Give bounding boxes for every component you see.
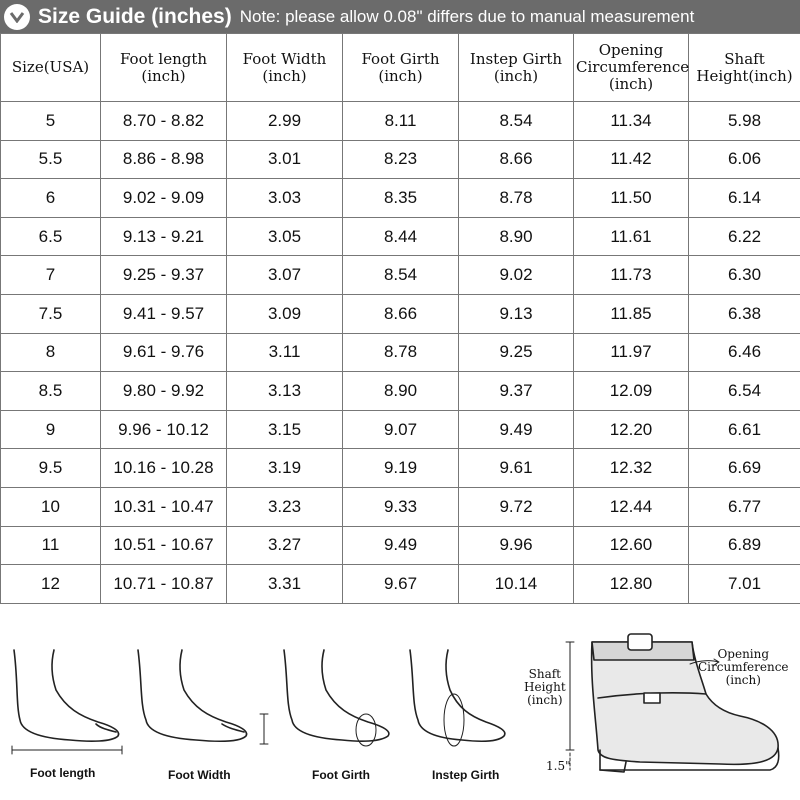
table-cell: 8.90 xyxy=(343,372,459,411)
table-cell: 11.97 xyxy=(574,333,689,372)
table-cell: 8.5 xyxy=(1,372,101,411)
table-cell: 6.61 xyxy=(689,410,800,449)
table-cell: 3.09 xyxy=(227,294,343,333)
measurement-illustrations xyxy=(0,620,800,800)
table-cell: 6.38 xyxy=(689,294,800,333)
table-row xyxy=(1,333,800,372)
table-cell: 12.60 xyxy=(574,526,689,565)
table-cell: 9.33 xyxy=(343,487,459,526)
table-cell: 3.19 xyxy=(227,449,343,488)
table-row xyxy=(1,256,800,295)
table-row xyxy=(1,102,800,141)
table-cell: 8.70 - 8.82 xyxy=(101,102,227,141)
table-cell: 9.96 xyxy=(459,526,574,565)
table-cell: 6.5 xyxy=(1,217,101,256)
table-row xyxy=(1,140,800,179)
caption-foot-length: Foot length xyxy=(30,766,96,780)
table-cell: 10.71 - 10.87 xyxy=(101,565,227,604)
table-cell: 12.44 xyxy=(574,487,689,526)
table-cell: 5.98 xyxy=(689,102,800,141)
table-row xyxy=(1,487,800,526)
table-cell: 9.13 - 9.21 xyxy=(101,217,227,256)
table-cell: 11.42 xyxy=(574,140,689,179)
table-cell: 9.25 - 9.37 xyxy=(101,256,227,295)
foot-length-icon xyxy=(12,650,122,754)
table-cell: 6 xyxy=(1,179,101,218)
chevron-down-circle-icon xyxy=(4,4,30,30)
table-cell: 12.20 xyxy=(574,410,689,449)
table-cell: 9.02 xyxy=(459,256,574,295)
shaft-height-label: Shaft Height (inch) xyxy=(524,667,566,707)
table-cell: 9.80 - 9.92 xyxy=(101,372,227,411)
heel-height-label: 1.5" xyxy=(546,759,571,773)
table-cell: 3.01 xyxy=(227,140,343,179)
table-row xyxy=(1,410,800,449)
table-cell: 9.72 xyxy=(459,487,574,526)
table-cell: 8.66 xyxy=(343,294,459,333)
header-note: Note: please allow 0.08" differs due to manual measurement xyxy=(239,6,695,26)
caption-foot-girth: Foot Girth xyxy=(312,768,370,782)
header-title: Size Guide (inches) xyxy=(38,4,232,28)
instep-girth-icon xyxy=(410,650,505,746)
table-cell: 6.54 xyxy=(689,372,800,411)
table-cell: 12.80 xyxy=(574,565,689,604)
table-row xyxy=(1,372,800,411)
table-cell: 3.31 xyxy=(227,565,343,604)
table-cell: 8.44 xyxy=(343,217,459,256)
illustration-drawings xyxy=(0,620,800,800)
table-cell: 12.09 xyxy=(574,372,689,411)
table-cell: 8 xyxy=(1,333,101,372)
table-row xyxy=(1,294,800,333)
table-cell: 7 xyxy=(1,256,101,295)
table-cell: 9.49 xyxy=(459,410,574,449)
table-cell: 8.54 xyxy=(459,102,574,141)
table-cell: 3.23 xyxy=(227,487,343,526)
table-cell: 9.07 xyxy=(343,410,459,449)
table-cell: 9.37 xyxy=(459,372,574,411)
table-cell: 7.01 xyxy=(689,565,800,604)
table-cell: 10.51 - 10.67 xyxy=(101,526,227,565)
table-cell: 12 xyxy=(1,565,101,604)
size-table xyxy=(0,33,800,604)
table-cell: 6.89 xyxy=(689,526,800,565)
table-cell: 9.19 xyxy=(343,449,459,488)
table-cell: 9 xyxy=(1,410,101,449)
table-cell: 11.85 xyxy=(574,294,689,333)
table-cell: 10.14 xyxy=(459,565,574,604)
table-cell: 2.99 xyxy=(227,102,343,141)
table-cell: 6.14 xyxy=(689,179,800,218)
column-header: Opening Circumference (inch) xyxy=(574,34,689,102)
table-cell: 8.54 xyxy=(343,256,459,295)
caption-instep-girth: Instep Girth xyxy=(432,768,500,782)
column-header: Instep Girth (inch) xyxy=(459,34,574,102)
table-row xyxy=(1,217,800,256)
table-cell: 8.86 - 8.98 xyxy=(101,140,227,179)
table-cell: 8.90 xyxy=(459,217,574,256)
table-cell: 9.61 - 9.76 xyxy=(101,333,227,372)
table-cell: 9.25 xyxy=(459,333,574,372)
caption-foot-width: Foot Width xyxy=(168,768,231,782)
column-header: Size(USA) xyxy=(1,34,101,102)
table-cell: 6.46 xyxy=(689,333,800,372)
table-header-row xyxy=(1,34,800,102)
table-cell: 8.66 xyxy=(459,140,574,179)
table-cell: 5.5 xyxy=(1,140,101,179)
table-cell: 11.61 xyxy=(574,217,689,256)
column-header: Foot Girth (inch) xyxy=(343,34,459,102)
table-cell: 3.15 xyxy=(227,410,343,449)
table-cell: 8.78 xyxy=(459,179,574,218)
table-cell: 11 xyxy=(1,526,101,565)
table-body xyxy=(1,102,800,604)
table-cell: 9.67 xyxy=(343,565,459,604)
table-cell: 11.50 xyxy=(574,179,689,218)
table-cell: 10.31 - 10.47 xyxy=(101,487,227,526)
table-cell: 6.22 xyxy=(689,217,800,256)
table-cell: 8.11 xyxy=(343,102,459,141)
column-header: Foot Width (inch) xyxy=(227,34,343,102)
table-cell: 10.16 - 10.28 xyxy=(101,449,227,488)
table-cell: 11.34 xyxy=(574,102,689,141)
table-cell: 6.77 xyxy=(689,487,800,526)
table-cell: 9.96 - 10.12 xyxy=(101,410,227,449)
foot-width-icon xyxy=(138,650,268,744)
table-row xyxy=(1,449,800,488)
table-cell: 3.11 xyxy=(227,333,343,372)
table-cell: 11.73 xyxy=(574,256,689,295)
table-cell: 10 xyxy=(1,487,101,526)
column-header: Shaft Height(inch) xyxy=(689,34,800,102)
table-cell: 8.35 xyxy=(343,179,459,218)
table-cell: 9.5 xyxy=(1,449,101,488)
table-cell: 8.23 xyxy=(343,140,459,179)
table-row xyxy=(1,179,800,218)
table-cell: 3.03 xyxy=(227,179,343,218)
table-cell: 7.5 xyxy=(1,294,101,333)
table-row xyxy=(1,526,800,565)
table-cell: 3.05 xyxy=(227,217,343,256)
table-cell: 9.02 - 9.09 xyxy=(101,179,227,218)
table-cell: 9.41 - 9.57 xyxy=(101,294,227,333)
size-guide-header xyxy=(0,0,800,33)
opening-circumference-label: Opening Circumference (inch) xyxy=(698,647,789,687)
foot-girth-icon xyxy=(284,650,389,746)
table-cell: 3.27 xyxy=(227,526,343,565)
table-cell: 9.61 xyxy=(459,449,574,488)
table-cell: 9.13 xyxy=(459,294,574,333)
table-cell: 9.49 xyxy=(343,526,459,565)
table-cell: 5 xyxy=(1,102,101,141)
table-cell: 12.32 xyxy=(574,449,689,488)
table-row xyxy=(1,565,800,604)
table-cell: 8.78 xyxy=(343,333,459,372)
table-cell: 3.07 xyxy=(227,256,343,295)
table-cell: 6.06 xyxy=(689,140,800,179)
table-cell: 6.69 xyxy=(689,449,800,488)
column-header: Foot length (inch) xyxy=(101,34,227,102)
table-cell: 3.13 xyxy=(227,372,343,411)
table-cell: 6.30 xyxy=(689,256,800,295)
